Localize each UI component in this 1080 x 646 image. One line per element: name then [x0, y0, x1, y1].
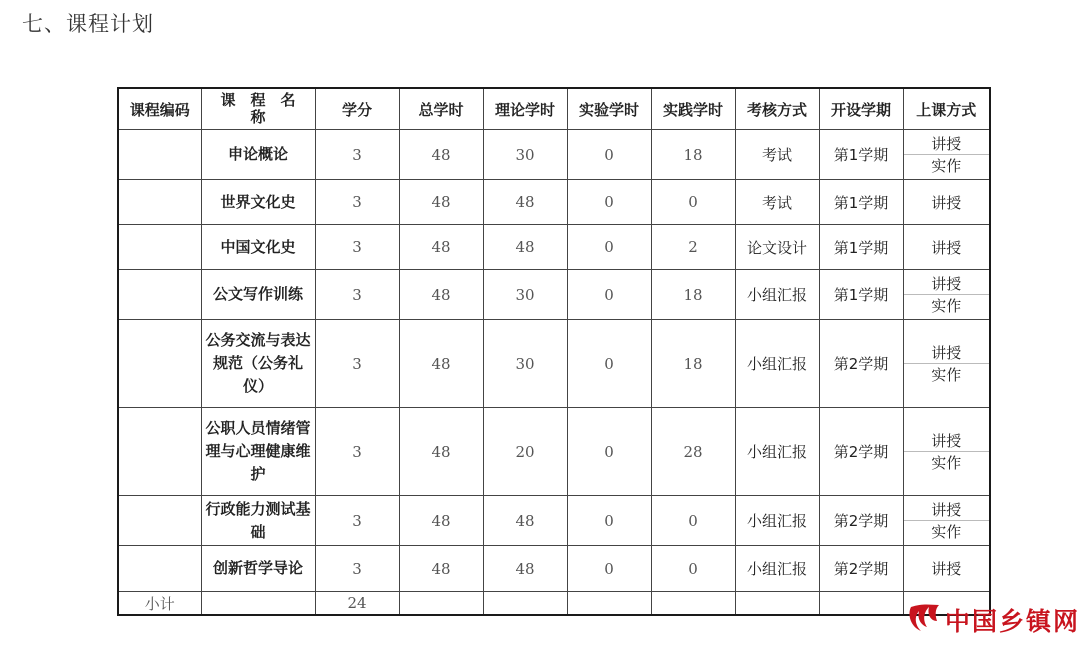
header-total-hours: 总学时 — [399, 88, 483, 130]
cell-semester: 第2学期 — [819, 546, 903, 592]
subtotal-label: 小计 — [118, 592, 201, 616]
table-header-row — [118, 88, 990, 130]
cell-total-hours: 48 — [399, 408, 483, 496]
cell-credits: 3 — [315, 225, 399, 270]
cell-practice-hours: 0 — [651, 180, 735, 225]
cell-total-hours: 48 — [399, 496, 483, 546]
header-credits: 学分 — [315, 88, 399, 130]
cell-course-name: 行政能力测试基础 — [201, 496, 315, 546]
cell-lab-hours: 0 — [567, 496, 651, 546]
table-row — [118, 180, 990, 225]
cell-course-name: 申论概论 — [201, 130, 315, 180]
header-lab-hours: 实验学时 — [567, 88, 651, 130]
header-practice-hours: 实践学时 — [651, 88, 735, 130]
cell-teaching-mode — [903, 320, 990, 408]
cell-total-hours: 48 — [399, 546, 483, 592]
cell-lab-hours: 0 — [567, 225, 651, 270]
cell-credits: 3 — [315, 270, 399, 320]
cell-semester: 第1学期 — [819, 180, 903, 225]
cell-code — [118, 270, 201, 320]
subtotal-row — [118, 592, 990, 616]
cell-assessment: 考试 — [735, 130, 819, 180]
cell-practice-hours: 18 — [651, 130, 735, 180]
cell-credits: 3 — [315, 180, 399, 225]
table-row — [118, 546, 990, 592]
cell-course-name: 公职人员情绪管理与心理健康维护 — [201, 408, 315, 496]
cell-credits: 3 — [315, 408, 399, 496]
subtotal-empty — [201, 592, 315, 616]
cell-total-hours: 48 — [399, 270, 483, 320]
cell-theory-hours: 30 — [483, 130, 567, 180]
subtotal-empty — [819, 592, 903, 616]
course-plan-table — [117, 87, 991, 616]
cell-practice-hours: 0 — [651, 546, 735, 592]
cell-teaching-mode: 讲授 — [903, 546, 990, 592]
subtotal-credits: 24 — [315, 592, 399, 616]
header-semester: 开设学期 — [819, 88, 903, 130]
cell-practice-hours: 18 — [651, 320, 735, 408]
table-row — [118, 408, 990, 496]
subtotal-empty — [483, 592, 567, 616]
watermark-text: 中国乡镇网 — [945, 607, 1080, 636]
cell-theory-hours: 30 — [483, 270, 567, 320]
table-row — [118, 225, 990, 270]
teaching-mode-secondary: 实作 — [904, 451, 990, 474]
teaching-mode-secondary: 实作 — [904, 154, 990, 177]
header-teaching-mode: 上课方式 — [903, 88, 990, 130]
subtotal-empty — [399, 592, 483, 616]
cell-practice-hours: 0 — [651, 496, 735, 546]
cell-assessment: 小组汇报 — [735, 320, 819, 408]
teaching-mode-secondary: 实作 — [904, 520, 990, 543]
cell-practice-hours: 18 — [651, 270, 735, 320]
header-course-name — [201, 88, 315, 130]
cell-lab-hours: 0 — [567, 180, 651, 225]
cell-semester: 第1学期 — [819, 225, 903, 270]
cell-lab-hours: 0 — [567, 130, 651, 180]
cell-lab-hours: 0 — [567, 270, 651, 320]
teaching-mode-primary: 讲授 — [931, 134, 962, 153]
header-theory-hours: 理论学时 — [483, 88, 567, 130]
cell-course-name: 公务交流与表达规范（公务礼仪） — [201, 320, 315, 408]
teaching-mode-secondary: 实作 — [904, 294, 990, 317]
header-code: 课程编码 — [118, 88, 201, 130]
cell-semester: 第2学期 — [819, 496, 903, 546]
table-row — [118, 270, 990, 320]
cell-lab-hours: 0 — [567, 320, 651, 408]
cell-semester: 第2学期 — [819, 408, 903, 496]
table-row — [118, 130, 990, 180]
cell-course-name: 公文写作训练 — [201, 270, 315, 320]
table-row — [118, 320, 990, 408]
cell-teaching-mode: 讲授 — [903, 225, 990, 270]
teaching-mode-primary: 讲授 — [931, 500, 962, 519]
cell-teaching-mode — [903, 496, 990, 546]
cell-lab-hours: 0 — [567, 546, 651, 592]
cell-semester: 第1学期 — [819, 130, 903, 180]
cell-credits: 3 — [315, 320, 399, 408]
subtotal-empty — [651, 592, 735, 616]
cell-practice-hours: 28 — [651, 408, 735, 496]
cell-semester: 第1学期 — [819, 270, 903, 320]
cell-code — [118, 180, 201, 225]
cell-code — [118, 130, 201, 180]
teaching-mode-secondary: 实作 — [904, 363, 990, 386]
cell-teaching-mode — [903, 130, 990, 180]
cell-theory-hours: 48 — [483, 546, 567, 592]
cell-teaching-mode — [903, 408, 990, 496]
cell-credits: 3 — [315, 130, 399, 180]
cell-practice-hours: 2 — [651, 225, 735, 270]
cell-assessment: 小组汇报 — [735, 496, 819, 546]
cell-teaching-mode — [903, 270, 990, 320]
cell-teaching-mode: 讲授 — [903, 180, 990, 225]
header-course-name-line1: 课 程 名 — [220, 91, 296, 109]
cell-code — [118, 225, 201, 270]
teaching-mode-primary: 讲授 — [931, 274, 962, 293]
site-watermark — [905, 601, 1080, 639]
teaching-mode-primary: 讲授 — [931, 431, 962, 450]
subtotal-empty — [567, 592, 651, 616]
section-heading: 七、课程计划 — [22, 12, 154, 36]
cell-course-name: 世界文化史 — [201, 180, 315, 225]
cell-theory-hours: 48 — [483, 225, 567, 270]
cell-course-name: 创新哲学导论 — [201, 546, 315, 592]
cell-assessment: 考试 — [735, 180, 819, 225]
cell-code — [118, 408, 201, 496]
subtotal-empty — [735, 592, 819, 616]
table-row — [118, 496, 990, 546]
cell-code — [118, 320, 201, 408]
cell-course-name: 中国文化史 — [201, 225, 315, 270]
cell-theory-hours: 30 — [483, 320, 567, 408]
cell-semester: 第2学期 — [819, 320, 903, 408]
phoenix-logo-icon — [905, 601, 941, 639]
cell-credits: 3 — [315, 546, 399, 592]
cell-code — [118, 496, 201, 546]
cell-lab-hours: 0 — [567, 408, 651, 496]
cell-total-hours: 48 — [399, 225, 483, 270]
header-course-name-line2: 称 — [250, 108, 266, 126]
cell-credits: 3 — [315, 496, 399, 546]
header-assessment: 考核方式 — [735, 88, 819, 130]
cell-total-hours: 48 — [399, 180, 483, 225]
cell-code — [118, 546, 201, 592]
cell-theory-hours: 48 — [483, 496, 567, 546]
cell-assessment: 小组汇报 — [735, 408, 819, 496]
cell-assessment: 小组汇报 — [735, 546, 819, 592]
cell-total-hours: 48 — [399, 130, 483, 180]
cell-total-hours: 48 — [399, 320, 483, 408]
cell-theory-hours: 48 — [483, 180, 567, 225]
cell-assessment: 小组汇报 — [735, 270, 819, 320]
teaching-mode-primary: 讲授 — [931, 343, 962, 362]
cell-theory-hours: 20 — [483, 408, 567, 496]
cell-assessment: 论文设计 — [735, 225, 819, 270]
